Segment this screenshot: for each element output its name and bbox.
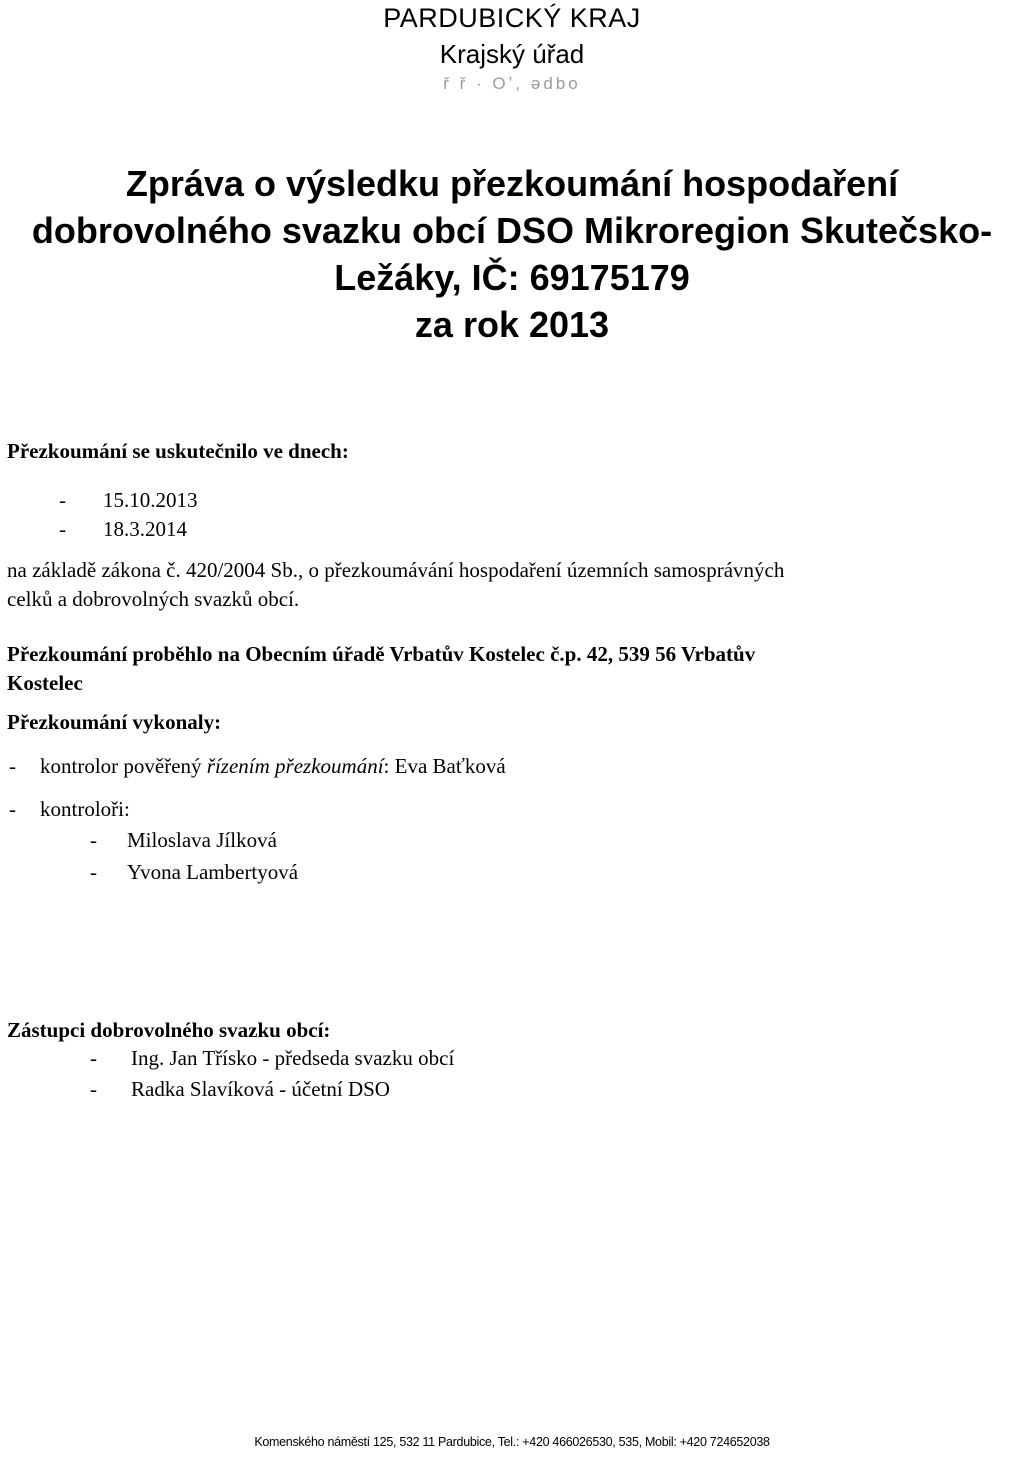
representatives-heading: Zástupci dobrovolného svazku obcí: (7, 1018, 331, 1042)
footer-address: Komenského náměstí 125, 532 11 Pardubice, Tel.: +420 466026530, 535, Mobil: +420 724652038 (254, 1435, 770, 1449)
controllers-label-row (7, 795, 1019, 824)
controllers-list (7, 826, 1019, 887)
legal-basis-line-2: celků a dobrovolných svazků obcí. (7, 587, 300, 611)
representatives-list (7, 1044, 1019, 1104)
list-item (59, 515, 1019, 544)
document-title (20, 160, 1004, 348)
region-name: PARDUBICKÝ KRAJ (383, 3, 641, 33)
review-dates-list (7, 486, 1019, 544)
review-dates-heading: Přezkoumání se uskutečnilo ve dnech: (7, 439, 349, 463)
list-item (59, 486, 1019, 515)
office-name: Krajský úřad (439, 39, 585, 69)
list-item (90, 1044, 1019, 1073)
dash-bullet: - (90, 1077, 97, 1101)
lead-examiner-role-italic: řízením přezkoumání (206, 754, 384, 778)
lead-examiner-role: kontrolor pověřený (40, 754, 207, 778)
letterhead (0, 0, 1024, 96)
lead-examiner-name: : Eva Baťková (383, 754, 506, 778)
dash-bullet: - (90, 828, 97, 852)
review-date: 18.3.2014 (103, 517, 187, 541)
representative: Ing. Jan Třísko - předseda svazku obcí (131, 1046, 455, 1070)
controller-name: Miloslava Jílková (127, 828, 277, 852)
lead-examiner (7, 752, 1019, 781)
faint-stamp-text: ř ř · Oʼ, ədbo (443, 74, 581, 93)
review-date: 15.10.2013 (103, 488, 198, 512)
representative: Radka Slavíková - účetní DSO (131, 1077, 390, 1101)
location-paragraph (7, 640, 1019, 698)
dash-bullet: - (90, 860, 97, 884)
dash-bullet: - (59, 517, 66, 541)
list-item (90, 858, 1019, 887)
controllers-label: kontroloři: (40, 797, 130, 821)
dash-bullet: - (9, 754, 16, 778)
representatives-section (7, 1016, 1019, 1104)
location-line-2: Kostelec (7, 671, 83, 695)
title-line-2: dobrovolného svazku obcí DSO Mikroregion Skutečsko- (31, 210, 993, 251)
legal-basis-line-1: na základě zákona č. 420/2004 Sb., o přezkoumávání hospodaření územních samosprávných (7, 558, 785, 582)
controller-name: Yvona Lambertyová (127, 860, 299, 884)
location-line-1: Přezkoumání proběhlo na Obecním úřadě Vrbatův Kostelec č.p. 42, 539 56 Vrbatův (7, 642, 756, 666)
title-line-1: Zpráva o výsledku přezkoumání hospodaření (125, 163, 899, 204)
legal-basis-paragraph (7, 556, 1019, 614)
dash-bullet: - (90, 1046, 97, 1070)
list-item (90, 826, 1019, 855)
dash-bullet: - (59, 488, 66, 512)
examiners-heading: Přezkoumání vykonaly: (7, 710, 222, 734)
review-dates-section (7, 437, 1019, 544)
dash-bullet: - (9, 797, 16, 821)
examiners-section (7, 708, 1019, 887)
title-line-4: za rok 2013 (414, 304, 610, 345)
list-item (90, 1075, 1019, 1104)
title-line-3: Ležáky, IČ: 69175179 (334, 257, 690, 298)
